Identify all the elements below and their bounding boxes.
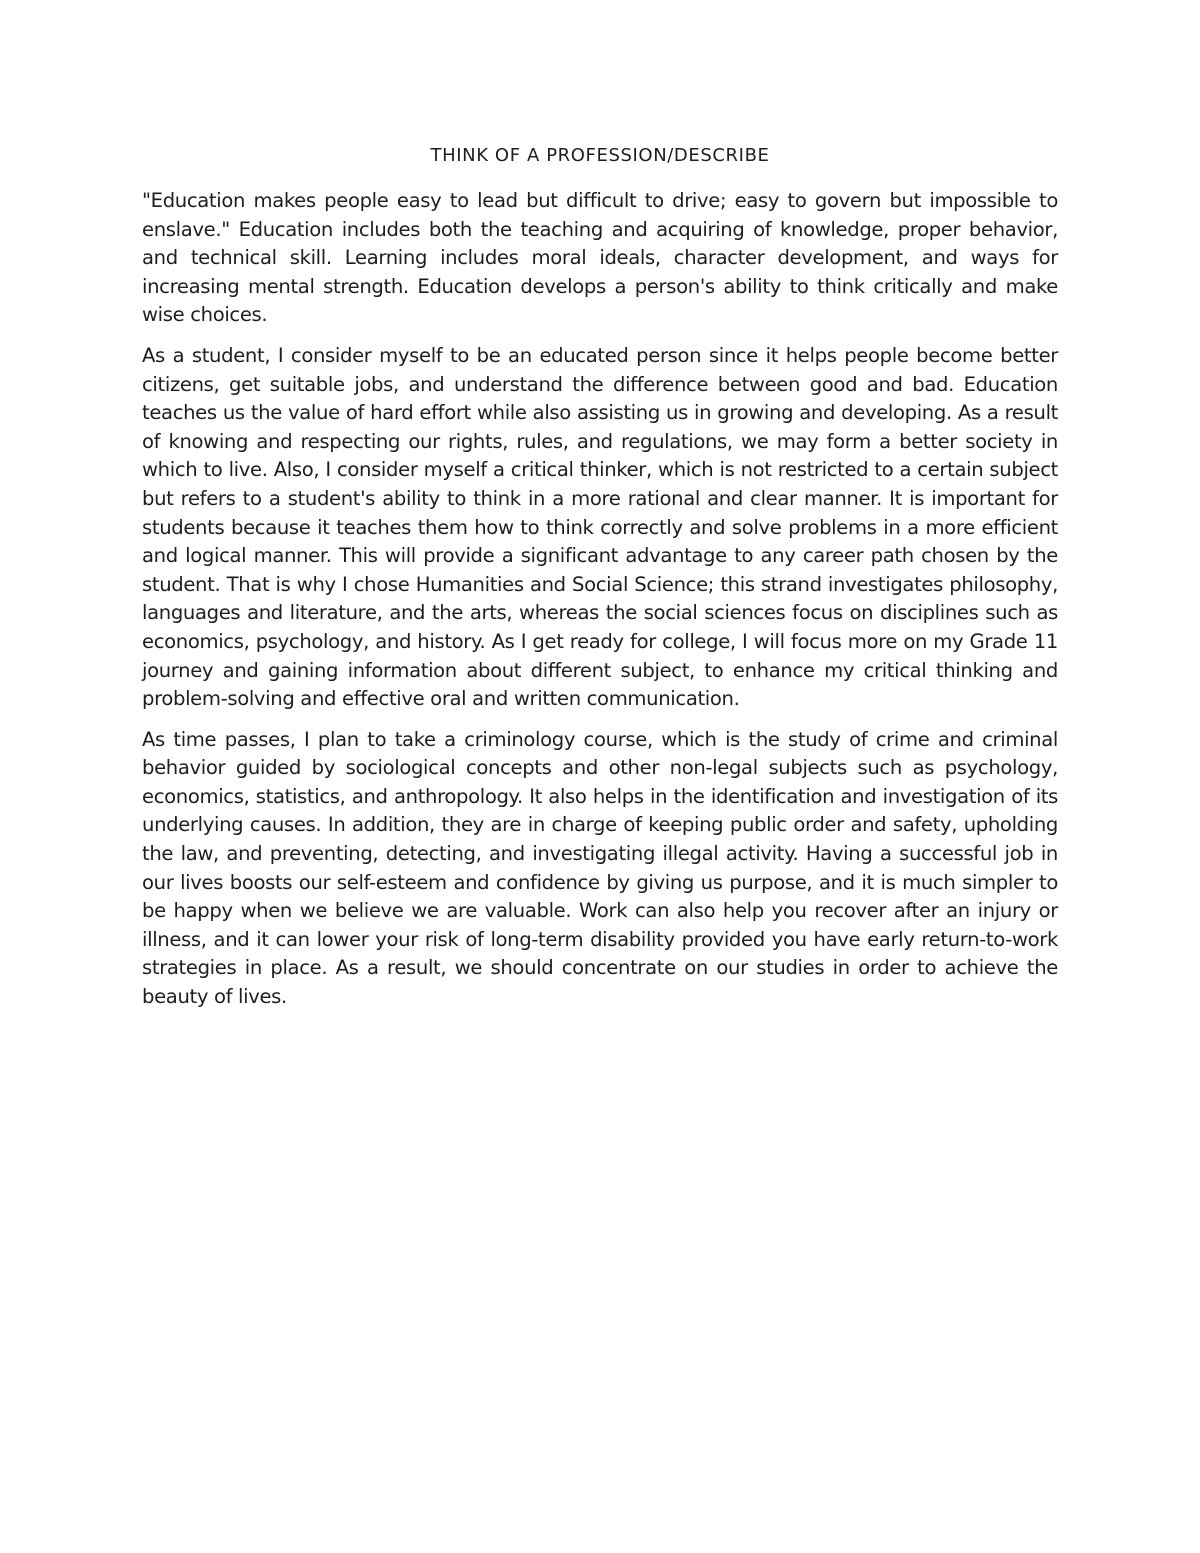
paragraph-education-quote: "Education makes people easy to lead but difficult to drive; easy to govern but impossible to enslave." Education includes both the teaching and acquiring of knowledge, proper behavior, and technical skill. Learning includes moral ideals, character development, and ways for increasing mental strength. Education develops a person's ability to think critically and make wise choices.: [142, 189, 1058, 327]
paragraph-student: As a student, I consider myself to be an educated person since it helps people become better citizens, get suitable jobs, and understand the difference between good and bad. Education teaches us the value of hard effort while also assisting us in growing and developing. As a result of knowing and respecting our rights, rules, and regulations, we may form a better society in which to live. Also, I consider myself a critical thinker, which is not restricted to a certain subject but refers to a student's ability to think in a more rational and clear manner. It is important for students because it teaches them how to think correctly and solve problems in a more efficient and logical manner. This will provide a significant advantage to any career path chosen by the student. That is why I chose Humanities and Social Science; this strand investigates philosophy, languages and literature, and the arts, whereas the social sciences focus on disciplines such as economics, psychology, and history. As I get ready for college, I will focus more on my Grade 11 journey and gaining information about different subject, to enhance my critical thinking and problem-solving and effective oral and written communication.: [142, 343, 1058, 711]
document-page: [142, 143, 1058, 1024]
document-title: THINK OF A PROFESSION/DESCRIBE: [430, 145, 770, 166]
paragraph-criminology: As time passes, I plan to take a criminology course, which is the study of crime and criminal behavior guided by sociological concepts and other non-legal subjects such as psychology, economics, statistics, and anthropology. It also helps in the identification and investigation of its underlying causes. In addition, they are in charge of keeping public order and safety, upholding the law, and preventing, detecting, and investigating illegal activity. Having a successful job in our lives boosts our self-esteem and confidence by giving us purpose, and it is much simpler to be happy when we believe we are valuable. Work can also help you recover after an injury or illness, and it can lower your risk of long-term disability provided you have early return-to-work strategies in place. As a result, we should concentrate on our studies in order to achieve the beauty of lives.: [142, 727, 1058, 1009]
